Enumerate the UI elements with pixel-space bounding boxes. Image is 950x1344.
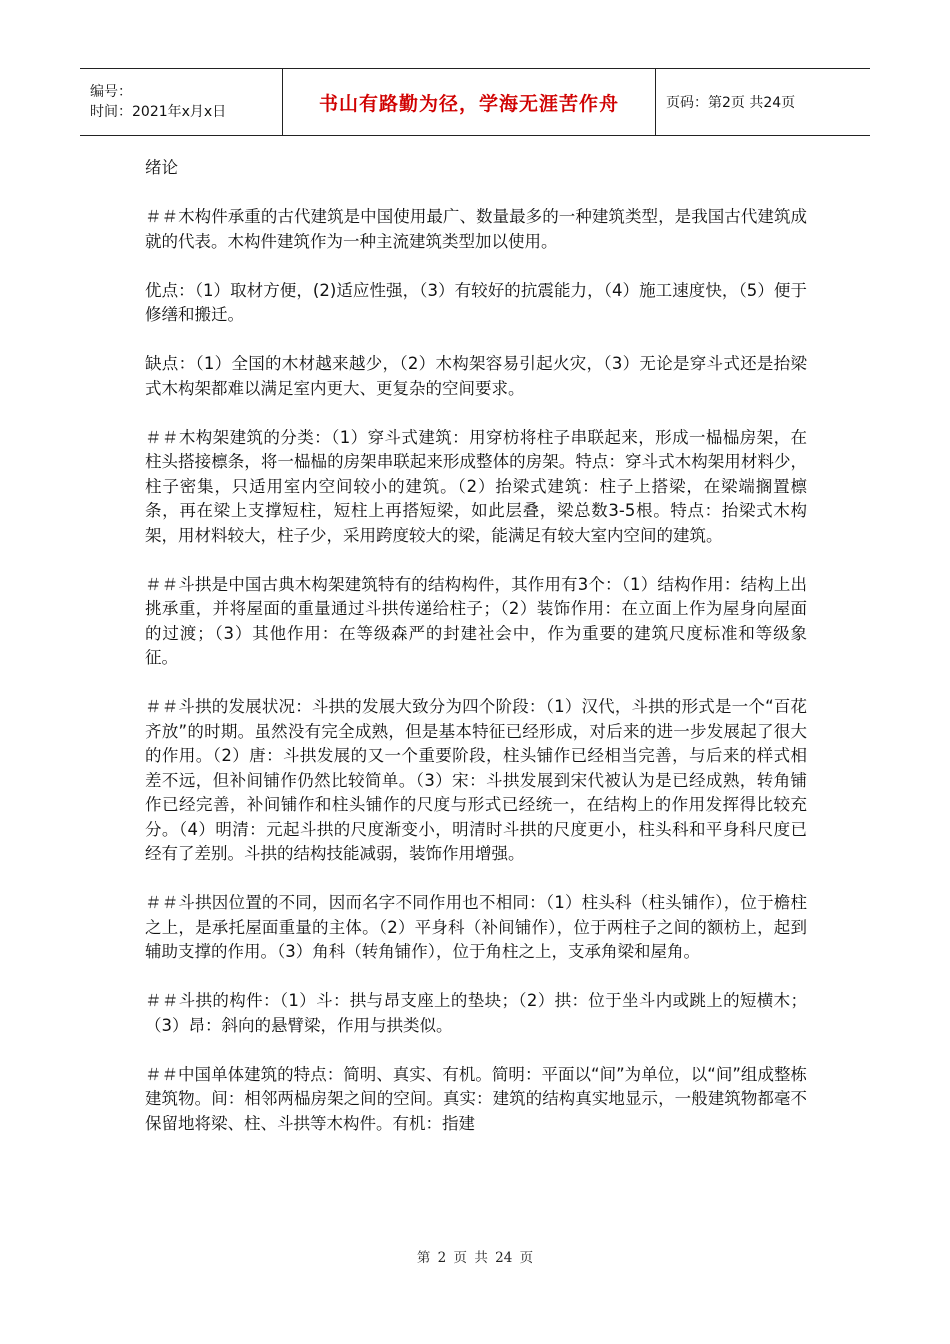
paragraph: 优点：（1）取材方便，(2)适应性强，（3）有较好的抗震能力，（4）施工速度快，（5）便于修缮和搬迁。	[145, 280, 807, 324]
paragraph: 缺点：（1）全国的木材越来越少，（2）木构架容易引起火灾，（3）无论是穿斗式还是抬梁式木构架都难以满足室内更大、更复杂的空间要求。	[145, 354, 807, 398]
page-header	[80, 68, 870, 136]
document-number-label: 编号：	[90, 84, 132, 100]
paragraph: ＃＃斗拱是中国古典木构架建筑特有的结构构件，其作用有3个：（1）结构作用：结构上出挑承重，并将屋面的重量通过斗拱传递给柱子；（2）装饰作用：在立面上作为屋身向屋面的过渡；（3）其他作用：在等级森严的封建社会中，作为重要的建筑尺度标准和等级象征。	[145, 574, 807, 667]
section-title: 绪论	[145, 158, 178, 177]
paragraph: ＃＃木构架建筑的分类：（1）穿斗式建筑：用穿枋将柱子串联起来，形成一榀榀房架，在柱头搭接檩条，将一榀榀的房架串联起来形成整体的房架。特点：穿斗式木构架用材料少，柱子密集，只适用室内空间较小的建筑。（2）抬梁式建筑：柱子上搭梁，在梁端搁置檩条，再在梁上支撑短柱，短柱上再搭短梁，如此层叠，梁总数3-5根。特点：抬梁式木构架，用材料较大，柱子少，采用跨度较大的梁，能满足有较大室内空间的建筑。	[145, 427, 807, 545]
header-motto: 书山有路勤为径，学海无涯苦作舟	[318, 92, 619, 115]
header-motto-cell	[282, 69, 656, 135]
document-time-label: 时间：2021年x月x日	[90, 104, 227, 120]
header-page-info: 页码：第2页 共24页	[666, 95, 796, 111]
page-footer: 第 2 页 共 24 页	[416, 1250, 534, 1266]
header-page-cell	[656, 69, 870, 135]
header-meta	[80, 69, 282, 135]
paragraph: ＃＃中国单体建筑的特点：简明、真实、有机。简明：平面以“间”为单位，以“间”组成整栋建筑物。间：相邻两榀房架之间的空间。真实：建筑的结构真实地显示，一般建筑物都毫不保留地将梁、柱、斗拱等木构件。有机：指建	[145, 1064, 807, 1133]
paragraph: ＃＃木构件承重的古代建筑是中国使用最广、数量最多的一种建筑类型，是我国古代建筑成就的代表。木构件建筑作为一种主流建筑类型加以使用。	[145, 207, 807, 251]
paragraph: ＃＃斗拱的构件：（1）斗：拱与昂支座上的垫块；（2）拱：位于坐斗内或跳上的短横木；（3）昂：斜向的悬臂梁，作用与拱类似。	[145, 991, 807, 1035]
paragraph: ＃＃斗拱因位置的不同，因而名字不同作用也不相同：（1）柱头科（柱头铺作），位于檐柱之上，是承托屋面重量的主体。（2）平身科（补间铺作），位于两柱子之间的额枋上，起到辅助支撑的作用。（3）角科（转角铺作），位于角柱之上，支承角梁和屋角。	[145, 893, 807, 961]
paragraph: ＃＃斗拱的发展状况：斗拱的发展大致分为四个阶段：（1）汉代，斗拱的形式是一个“百花齐放”的时期。虽然没有完全成熟，但是基本特征已经形成，对后来的进一步发展起了很大的作用。（2）唐：斗拱发展的又一个重要阶段，柱头铺作已经相当完善，与后来的样式相差不远，但补间铺作仍然比较简单。（3）宋：斗拱发展到宋代被认为是已经成熟，转角铺作已经完善，补间铺作和柱头铺作的尺度与形式已经统一，在结构上的作用发挥得比较充分。（4）明清：元起斗拱的尺度渐变小，明清时斗拱的尺度更小，柱头科和平身科尺度已经有了差别。斗拱的结构技能减弱，装饰作用增强。	[145, 697, 807, 863]
document-body	[145, 156, 807, 1161]
